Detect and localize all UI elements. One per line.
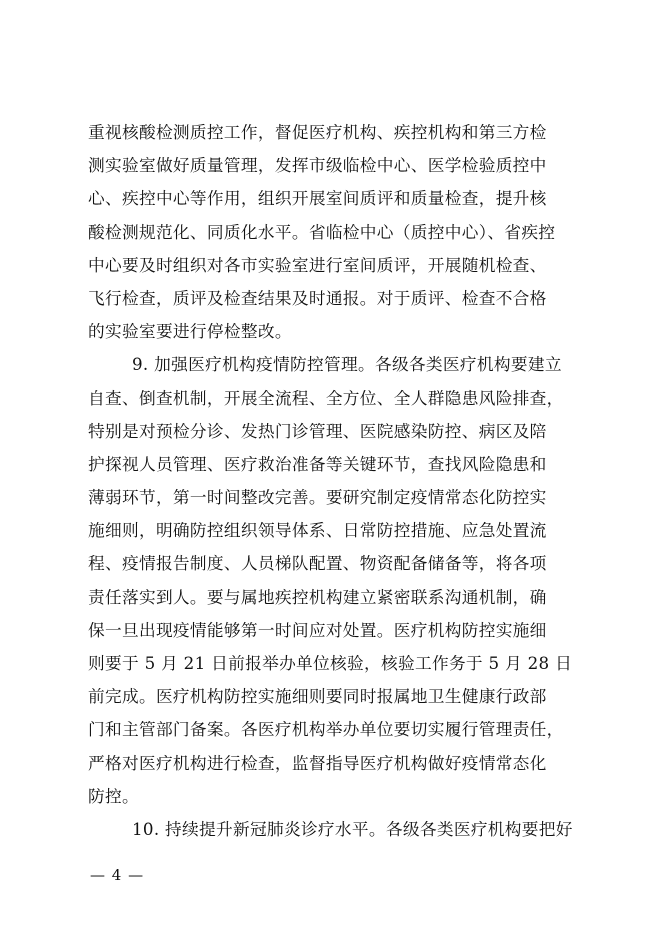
paragraph-line: 程、疫情报告制度、人员梯队配置、物资配备储备等，将各项 [88, 553, 547, 574]
paragraph-line: 保一旦出现疫情能够第一时间应对处置。医疗机构防控实施细 [88, 619, 547, 640]
paragraph-line: 门和主管部门备案。各医疗机构举办单位要切实履行管理责任， [88, 719, 564, 740]
paragraph-line: 施细则，明确防控组织领导体系、日常防控措施、应急处置流 [88, 520, 547, 541]
section-10-heading-line: 10. 持续提升新冠肺炎诊疗水平。各级各类医疗机构要把好 [132, 818, 573, 839]
page-number: — 4 — [90, 866, 145, 884]
paragraph-line: 酸检测规范化、同质化水平。省临检中心（质控中心）、省疾控 [88, 221, 556, 242]
paragraph-line: 护探视人员管理、医疗救治准备等关键环节，查找风险隐患和 [88, 453, 547, 474]
paragraph-line: 特别是对预检分诊、发热门诊管理、医院感染防控、病区及陪 [88, 420, 547, 441]
paragraph-line: 严格对医疗机构进行检查，监督指导医疗机构做好疫情常态化 [88, 752, 547, 773]
body-text [88, 116, 588, 846]
paragraph-line: 薄弱环节，第一时间整改完善。要研究制定疫情常态化防控实 [88, 487, 547, 508]
paragraph-line: 则要于 5 月 21 日前报举办单位核验，核验工作务于 5 月 28 日 [88, 653, 573, 673]
paragraph-line: 飞行检查，质评及检查结果及时通报。对于质评、检查不合格 [88, 287, 547, 308]
paragraph-line: 心、疾控中心等作用，组织开展室间质评和质量检查，提升核 [88, 188, 547, 209]
paragraph-line: 自查、倒查机制，开展全流程、全方位、全人群隐患风险排查， [88, 387, 564, 408]
paragraph-line: 责任落实到人。要与属地疾控机构建立紧密联系沟通机制，确 [88, 586, 547, 607]
section-9-heading-line: 9. 加强医疗机构疫情防控管理。各级各类医疗机构要建立 [132, 354, 562, 375]
paragraph-line: 测实验室做好质量管理，发挥市级临检中心、医学检验质控中 [88, 155, 547, 176]
paragraph-line: 的实验室要进行停检整改。 [88, 321, 292, 342]
paragraph-line: 防控。 [88, 785, 139, 806]
paragraph-line: 前完成。医疗机构防控实施细则要同时报属地卫生健康行政部 [88, 686, 547, 707]
paragraph-line: 中心要及时组织对各市实验室进行室间质评，开展随机检查、 [88, 254, 547, 275]
paragraph-line: 重视核酸检测质控工作，督促医疗机构、疾控机构和第三方检 [88, 122, 547, 142]
